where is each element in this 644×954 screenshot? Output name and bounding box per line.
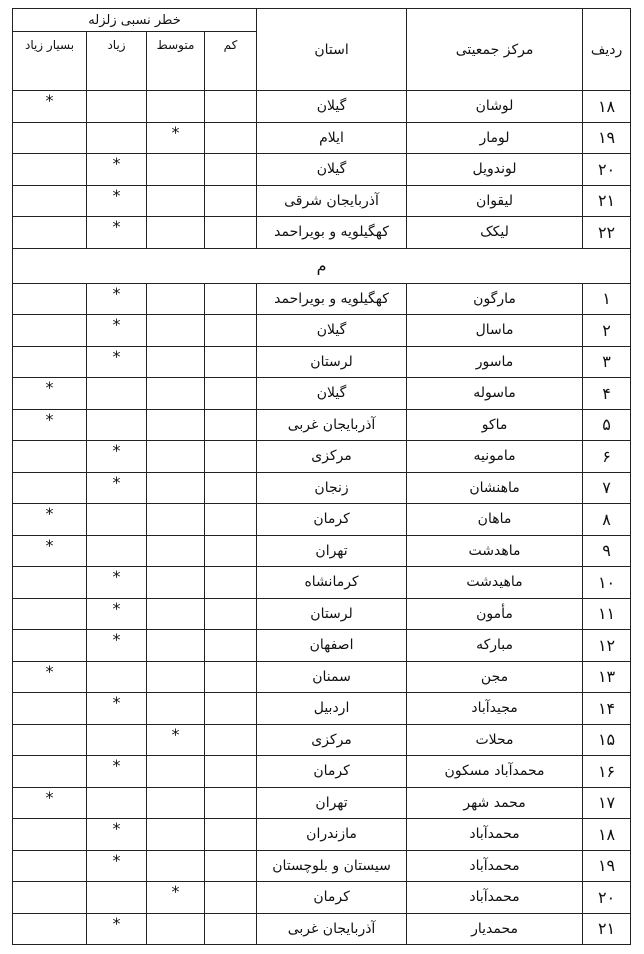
center-name: لوندویل bbox=[407, 154, 583, 186]
risk-medium-cell: * bbox=[147, 882, 205, 914]
risk-high-cell: * bbox=[87, 315, 147, 347]
section-letter: م bbox=[13, 248, 631, 283]
risk-very-high-cell bbox=[13, 850, 87, 882]
risk-medium-cell bbox=[147, 346, 205, 378]
row-number: ۱۴ bbox=[583, 693, 631, 725]
risk-low-cell bbox=[205, 409, 257, 441]
row-number: ۱۲ bbox=[583, 630, 631, 662]
risk-very-high-cell bbox=[13, 630, 87, 662]
table-row bbox=[13, 154, 631, 186]
risk-high-cell bbox=[87, 378, 147, 410]
row-number: ۱۸ bbox=[583, 91, 631, 123]
risk-very-high-cell bbox=[13, 154, 87, 186]
province-name: کرمان bbox=[257, 756, 407, 788]
risk-low-cell bbox=[205, 819, 257, 851]
province-name: آذربایجان غربی bbox=[257, 913, 407, 945]
center-name: لوشان bbox=[407, 91, 583, 123]
center-name: ماهان bbox=[407, 504, 583, 536]
center-name: لومار bbox=[407, 122, 583, 154]
risk-medium-cell bbox=[147, 409, 205, 441]
province-name: آذربایجان شرقی bbox=[257, 185, 407, 217]
risk-high-cell bbox=[87, 504, 147, 536]
risk-medium-cell bbox=[147, 154, 205, 186]
province-name: اردبیل bbox=[257, 693, 407, 725]
risk-low-cell bbox=[205, 913, 257, 945]
risk-medium-cell bbox=[147, 693, 205, 725]
table-row bbox=[13, 819, 631, 851]
risk-very-high-cell bbox=[13, 819, 87, 851]
center-name: ماسور bbox=[407, 346, 583, 378]
row-number: ۶ bbox=[583, 441, 631, 473]
risk-medium-cell bbox=[147, 91, 205, 123]
risk-low-cell bbox=[205, 567, 257, 599]
center-name: مجن bbox=[407, 661, 583, 693]
row-number: ۷ bbox=[583, 472, 631, 504]
risk-medium-cell bbox=[147, 756, 205, 788]
risk-medium-cell bbox=[147, 661, 205, 693]
header-risk-medium: متوسط bbox=[147, 32, 205, 91]
center-name: محمدآباد مسکون bbox=[407, 756, 583, 788]
center-name: ماسال bbox=[407, 315, 583, 347]
table-row bbox=[13, 185, 631, 217]
province-name: کهگیلویه و بویراحمد bbox=[257, 283, 407, 315]
row-number: ۱۱ bbox=[583, 598, 631, 630]
risk-very-high-cell: * bbox=[13, 661, 87, 693]
province-name: سمنان bbox=[257, 661, 407, 693]
risk-very-high-cell bbox=[13, 882, 87, 914]
table-row bbox=[13, 315, 631, 347]
risk-very-high-cell bbox=[13, 567, 87, 599]
row-number: ۱۹ bbox=[583, 122, 631, 154]
table-row bbox=[13, 217, 631, 249]
row-number: ۴ bbox=[583, 378, 631, 410]
risk-very-high-cell: * bbox=[13, 91, 87, 123]
risk-low-cell bbox=[205, 217, 257, 249]
center-name: مأمون bbox=[407, 598, 583, 630]
header-risk-group: خطر نسبی زلزله bbox=[13, 9, 257, 32]
risk-medium-cell bbox=[147, 283, 205, 315]
risk-medium-cell: * bbox=[147, 724, 205, 756]
risk-low-cell bbox=[205, 91, 257, 123]
risk-high-cell bbox=[87, 91, 147, 123]
risk-high-cell: * bbox=[87, 567, 147, 599]
risk-high-cell bbox=[87, 661, 147, 693]
province-name: تهران bbox=[257, 535, 407, 567]
table-row bbox=[13, 378, 631, 410]
table-row bbox=[13, 787, 631, 819]
table-row bbox=[13, 472, 631, 504]
risk-high-cell: * bbox=[87, 850, 147, 882]
risk-low-cell bbox=[205, 441, 257, 473]
province-name: کهگیلویه و بویراحمد bbox=[257, 217, 407, 249]
row-number: ۲۰ bbox=[583, 154, 631, 186]
center-name: مجیدآباد bbox=[407, 693, 583, 725]
risk-very-high-cell bbox=[13, 283, 87, 315]
table-row bbox=[13, 567, 631, 599]
risk-very-high-cell: * bbox=[13, 504, 87, 536]
province-name: مرکزی bbox=[257, 441, 407, 473]
risk-low-cell bbox=[205, 378, 257, 410]
risk-low-cell bbox=[205, 504, 257, 536]
risk-very-high-cell bbox=[13, 472, 87, 504]
center-name: ماهنشان bbox=[407, 472, 583, 504]
row-number: ۲۱ bbox=[583, 185, 631, 217]
risk-very-high-cell bbox=[13, 724, 87, 756]
table-row bbox=[13, 535, 631, 567]
risk-very-high-cell bbox=[13, 217, 87, 249]
row-number: ۹ bbox=[583, 535, 631, 567]
row-number: ۱۶ bbox=[583, 756, 631, 788]
center-name: مامونیه bbox=[407, 441, 583, 473]
table-header bbox=[13, 9, 631, 91]
risk-very-high-cell bbox=[13, 441, 87, 473]
table-row bbox=[13, 661, 631, 693]
risk-high-cell bbox=[87, 882, 147, 914]
risk-medium-cell bbox=[147, 504, 205, 536]
province-name: گیلان bbox=[257, 315, 407, 347]
center-name: مارگون bbox=[407, 283, 583, 315]
row-number: ۱۷ bbox=[583, 787, 631, 819]
table-row bbox=[13, 598, 631, 630]
risk-low-cell bbox=[205, 630, 257, 662]
row-number: ۱۰ bbox=[583, 567, 631, 599]
risk-very-high-cell bbox=[13, 185, 87, 217]
risk-high-cell: * bbox=[87, 217, 147, 249]
risk-high-cell bbox=[87, 724, 147, 756]
table-row bbox=[13, 756, 631, 788]
province-name: کرمان bbox=[257, 504, 407, 536]
risk-low-cell bbox=[205, 693, 257, 725]
risk-medium-cell bbox=[147, 850, 205, 882]
province-name: لرستان bbox=[257, 346, 407, 378]
table-row bbox=[13, 882, 631, 914]
risk-low-cell bbox=[205, 787, 257, 819]
table-row bbox=[13, 441, 631, 473]
risk-low-cell bbox=[205, 882, 257, 914]
center-name: ماهیدشت bbox=[407, 567, 583, 599]
risk-high-cell: * bbox=[87, 630, 147, 662]
risk-medium-cell bbox=[147, 913, 205, 945]
risk-high-cell: * bbox=[87, 598, 147, 630]
header-center: مرکز جمعیتی bbox=[407, 9, 583, 91]
row-number: ۱۳ bbox=[583, 661, 631, 693]
row-number: ۱ bbox=[583, 283, 631, 315]
risk-high-cell: * bbox=[87, 154, 147, 186]
risk-high-cell: * bbox=[87, 913, 147, 945]
risk-high-cell bbox=[87, 409, 147, 441]
risk-low-cell bbox=[205, 283, 257, 315]
risk-very-high-cell bbox=[13, 693, 87, 725]
table-row bbox=[13, 91, 631, 123]
risk-very-high-cell bbox=[13, 913, 87, 945]
risk-high-cell: * bbox=[87, 283, 147, 315]
risk-medium-cell bbox=[147, 598, 205, 630]
province-name: گیلان bbox=[257, 91, 407, 123]
row-number: ۲۱ bbox=[583, 913, 631, 945]
table-row bbox=[13, 850, 631, 882]
risk-very-high-cell bbox=[13, 598, 87, 630]
risk-low-cell bbox=[205, 185, 257, 217]
header-risk-low: کم bbox=[205, 32, 257, 91]
risk-medium-cell bbox=[147, 567, 205, 599]
risk-high-cell bbox=[87, 122, 147, 154]
center-name: ماهدشت bbox=[407, 535, 583, 567]
header-province: استان bbox=[257, 9, 407, 91]
risk-low-cell bbox=[205, 661, 257, 693]
province-name: زنجان bbox=[257, 472, 407, 504]
table-row bbox=[13, 283, 631, 315]
risk-very-high-cell bbox=[13, 346, 87, 378]
risk-low-cell bbox=[205, 154, 257, 186]
section-divider bbox=[13, 248, 631, 283]
table-row bbox=[13, 693, 631, 725]
center-name: ماکو bbox=[407, 409, 583, 441]
province-name: لرستان bbox=[257, 598, 407, 630]
center-name: ماسوله bbox=[407, 378, 583, 410]
row-number: ۸ bbox=[583, 504, 631, 536]
risk-high-cell: * bbox=[87, 819, 147, 851]
table-row bbox=[13, 409, 631, 441]
center-name: محمدآباد bbox=[407, 850, 583, 882]
risk-medium-cell bbox=[147, 217, 205, 249]
risk-very-high-cell bbox=[13, 122, 87, 154]
center-name: محمدیار bbox=[407, 913, 583, 945]
center-name: محمدآباد bbox=[407, 819, 583, 851]
row-number: ۱۹ bbox=[583, 850, 631, 882]
risk-high-cell: * bbox=[87, 346, 147, 378]
risk-very-high-cell: * bbox=[13, 378, 87, 410]
center-name: لیقوان bbox=[407, 185, 583, 217]
row-number: ۲۰ bbox=[583, 882, 631, 914]
table-row bbox=[13, 724, 631, 756]
row-number: ۱۵ bbox=[583, 724, 631, 756]
row-number: ۲۲ bbox=[583, 217, 631, 249]
row-number: ۱۸ bbox=[583, 819, 631, 851]
province-name: گیلان bbox=[257, 378, 407, 410]
risk-low-cell bbox=[205, 724, 257, 756]
center-name: مبارکه bbox=[407, 630, 583, 662]
table-row bbox=[13, 504, 631, 536]
risk-high-cell: * bbox=[87, 472, 147, 504]
province-name: ایلام bbox=[257, 122, 407, 154]
risk-high-cell: * bbox=[87, 185, 147, 217]
row-number: ۲ bbox=[583, 315, 631, 347]
risk-medium-cell bbox=[147, 630, 205, 662]
earthquake-risk-table bbox=[12, 8, 631, 945]
row-number: ۵ bbox=[583, 409, 631, 441]
province-name: کرمانشاه bbox=[257, 567, 407, 599]
header-row-no: ردیف bbox=[583, 9, 631, 91]
risk-medium-cell bbox=[147, 441, 205, 473]
risk-low-cell bbox=[205, 315, 257, 347]
risk-medium-cell bbox=[147, 472, 205, 504]
province-name: گیلان bbox=[257, 154, 407, 186]
risk-high-cell: * bbox=[87, 693, 147, 725]
risk-very-high-cell: * bbox=[13, 409, 87, 441]
risk-low-cell bbox=[205, 122, 257, 154]
province-name: مرکزی bbox=[257, 724, 407, 756]
table-row bbox=[13, 122, 631, 154]
row-number: ۳ bbox=[583, 346, 631, 378]
risk-low-cell bbox=[205, 850, 257, 882]
header-risk-high: زیاد bbox=[87, 32, 147, 91]
province-name: مازندران bbox=[257, 819, 407, 851]
risk-medium-cell bbox=[147, 315, 205, 347]
center-name: لیکک bbox=[407, 217, 583, 249]
table-row bbox=[13, 913, 631, 945]
risk-high-cell: * bbox=[87, 756, 147, 788]
risk-medium-cell bbox=[147, 378, 205, 410]
risk-low-cell bbox=[205, 598, 257, 630]
table-row bbox=[13, 346, 631, 378]
center-name: محمد شهر bbox=[407, 787, 583, 819]
province-name: تهران bbox=[257, 787, 407, 819]
table-row bbox=[13, 630, 631, 662]
header-risk-very-high: بسیار زیاد bbox=[13, 32, 87, 91]
risk-low-cell bbox=[205, 535, 257, 567]
rows-before-section bbox=[13, 91, 631, 249]
risk-medium-cell bbox=[147, 787, 205, 819]
province-name: سیستان و بلوچستان bbox=[257, 850, 407, 882]
risk-very-high-cell bbox=[13, 756, 87, 788]
risk-high-cell bbox=[87, 787, 147, 819]
risk-low-cell bbox=[205, 346, 257, 378]
province-name: کرمان bbox=[257, 882, 407, 914]
risk-very-high-cell: * bbox=[13, 535, 87, 567]
risk-medium-cell bbox=[147, 535, 205, 567]
center-name: محلات bbox=[407, 724, 583, 756]
risk-medium-cell bbox=[147, 819, 205, 851]
province-name: آذربایجان غربی bbox=[257, 409, 407, 441]
risk-very-high-cell bbox=[13, 315, 87, 347]
risk-medium-cell: * bbox=[147, 122, 205, 154]
rows-after-section bbox=[13, 283, 631, 945]
risk-high-cell bbox=[87, 535, 147, 567]
risk-medium-cell bbox=[147, 185, 205, 217]
province-name: اصفهان bbox=[257, 630, 407, 662]
risk-low-cell bbox=[205, 472, 257, 504]
risk-low-cell bbox=[205, 756, 257, 788]
risk-very-high-cell: * bbox=[13, 787, 87, 819]
risk-high-cell: * bbox=[87, 441, 147, 473]
center-name: محمدآباد bbox=[407, 882, 583, 914]
